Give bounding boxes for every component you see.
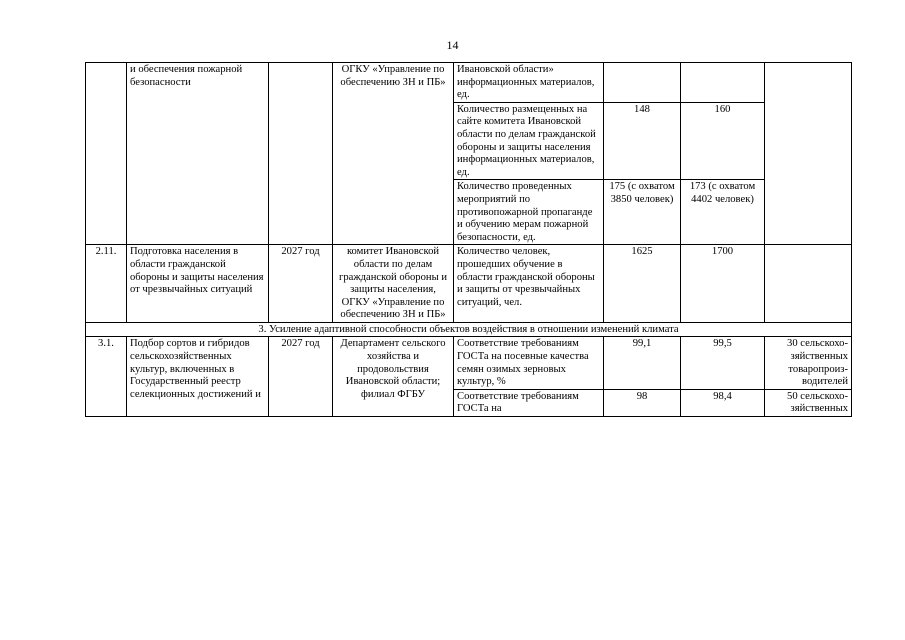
cell-indicator: Количество человек, прошедших обучение в области гражданской обороны и защиты от чрезвычайных ситуаций, чел. bbox=[454, 245, 604, 323]
cell-value-2 bbox=[681, 63, 765, 103]
cell-value-1 bbox=[604, 63, 681, 103]
cell-value-2: 98,4 bbox=[681, 389, 765, 416]
cell-executor: Департамент сельского хозяйства и продовольствия Ивановской области; филиал ФГБУ bbox=[333, 337, 454, 417]
cell-year: 2027 год bbox=[269, 245, 333, 323]
cell-value-2: 1700 bbox=[681, 245, 765, 323]
cell-indicator: Количество проведенных мероприятий по противопожарной пропаганде и обучению мерам пожарной безопасности, ед. bbox=[454, 180, 604, 245]
cell-num: 3.1. bbox=[86, 337, 127, 417]
cell-note bbox=[765, 245, 852, 323]
cell-value-2: 173 (с охватом 4402 человек) bbox=[681, 180, 765, 245]
cell-value-1: 98 bbox=[604, 389, 681, 416]
cell-executor: ОГКУ «Управление по обеспечению ЗН и ПБ» bbox=[333, 63, 454, 245]
section-heading-row bbox=[86, 322, 852, 337]
cell-num bbox=[86, 63, 127, 245]
cell-note: 30 сельскохо-зяйственных товаропроиз-водителей bbox=[765, 337, 852, 389]
page-number: 14 bbox=[446, 38, 459, 52]
section-heading: 3. Усиление адаптивной способности объектов воздействия в отношении изменений климата bbox=[86, 322, 852, 337]
cell-name: Подготовка населения в области гражданской обороны и защиты населения от чрезвычайных ситуаций bbox=[127, 245, 269, 323]
cell-name: и обеспечения пожарной безопасности bbox=[127, 63, 269, 245]
table-row bbox=[86, 63, 852, 103]
cell-indicator: Ивановской области» информационных материалов, ед. bbox=[454, 63, 604, 103]
cell-name: Подбор сортов и гибридов сельскохозяйственных культур, включенных в Государственный реестр селекционных достижений и bbox=[127, 337, 269, 417]
cell-indicator: Соответствие требованиям ГОСТа на посевные качества семян озимых зерновых культур, % bbox=[454, 337, 604, 389]
cell-value-2: 160 bbox=[681, 102, 765, 180]
table-row bbox=[86, 245, 852, 323]
cell-note: 50 сельскохо-зяйственных bbox=[765, 389, 852, 416]
cell-indicator: Количество размещенных на сайте комитета Ивановской области по делам гражданской обороны и защиты населения информационных материалов, ед. bbox=[454, 102, 604, 180]
cell-num: 2.11. bbox=[86, 245, 127, 323]
cell-value-1: 148 bbox=[604, 102, 681, 180]
measures-table bbox=[85, 62, 852, 417]
cell-value-2: 99,5 bbox=[681, 337, 765, 389]
cell-year bbox=[269, 63, 333, 245]
cell-value-1: 1625 bbox=[604, 245, 681, 323]
cell-executor: комитет Ивановской области по делам гражданской обороны и защиты населения, ОГКУ «Управление по обеспечению ЗН и ПБ» bbox=[333, 245, 454, 323]
cell-indicator: Соответствие требованиям ГОСТа на bbox=[454, 389, 604, 416]
cell-value-1: 99,1 bbox=[604, 337, 681, 389]
table-row bbox=[86, 337, 852, 389]
cell-year: 2027 год bbox=[269, 337, 333, 417]
cell-note bbox=[765, 63, 852, 245]
cell-value-1: 175 (с охватом 3850 человек) bbox=[604, 180, 681, 245]
